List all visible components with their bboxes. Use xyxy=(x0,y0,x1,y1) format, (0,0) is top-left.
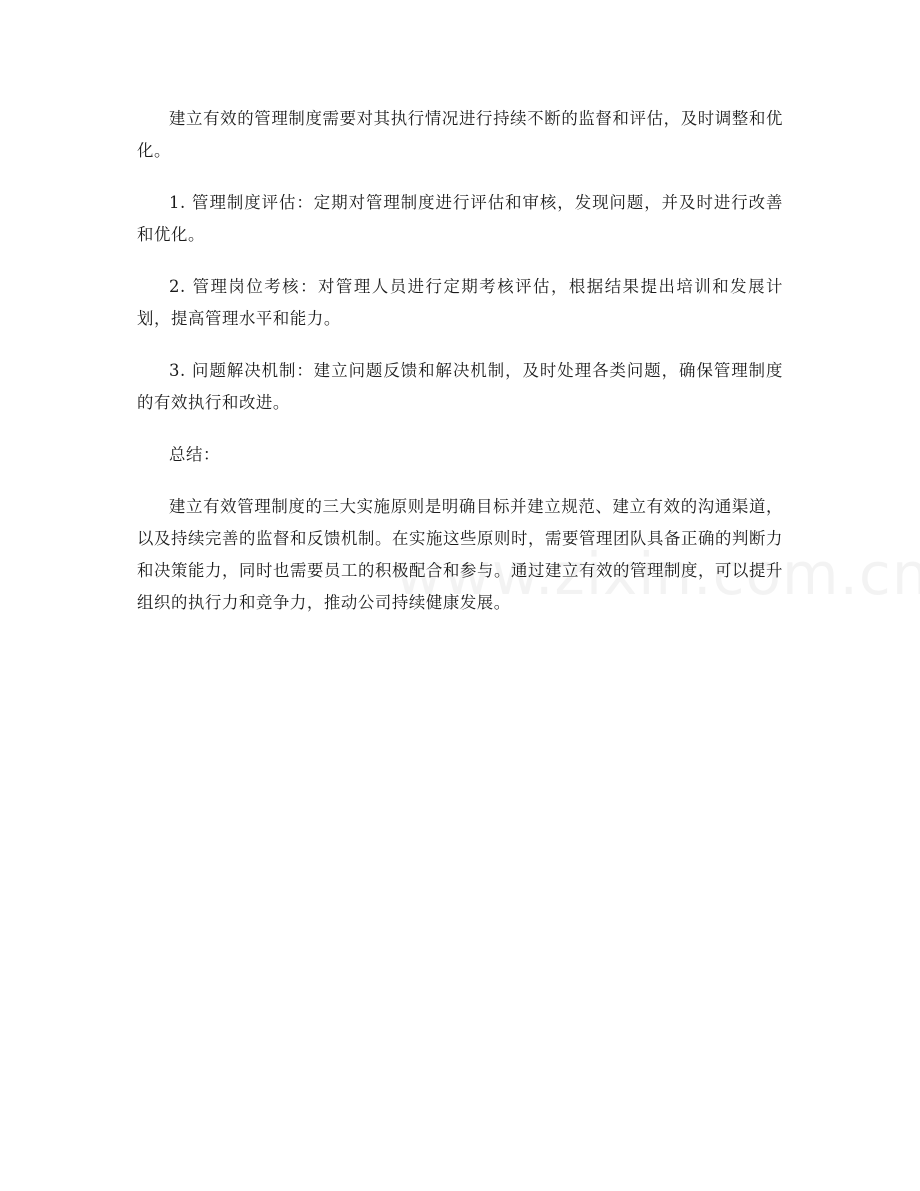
list-item-problem-solving: 3. 问题解决机制：建立问题反馈和解决机制，及时处理各类问题，确保管理制度的有效执行和改进。 xyxy=(137,361,783,412)
list-item-assessment: 2. 管理岗位考核：对管理人员进行定期考核评估，根据结果提出培训和发展计划，提高管理水平和能力。 xyxy=(137,277,783,328)
document-body xyxy=(137,103,783,639)
summary-paragraph: 建立有效管理制度的三大实施原则是明确目标并建立规范、建立有效的沟通渠道，以及持续完善的监督和反馈机制。在实施这些原则时，需要管理团队具备正确的判断力和决策能力，同时也需要员工的积极配合和参与。通过建立有效的管理制度，可以提升组织的执行力和竞争力，推动公司持续健康发展。 xyxy=(137,497,783,612)
intro-paragraph: 建立有效的管理制度需要对其执行情况进行持续不断的监督和评估，及时调整和优化。 xyxy=(137,109,783,160)
list-item-evaluation: 1. 管理制度评估：定期对管理制度进行评估和审核，发现问题，并及时进行改善和优化。 xyxy=(137,193,783,244)
summary-heading: 总结： xyxy=(169,445,220,464)
